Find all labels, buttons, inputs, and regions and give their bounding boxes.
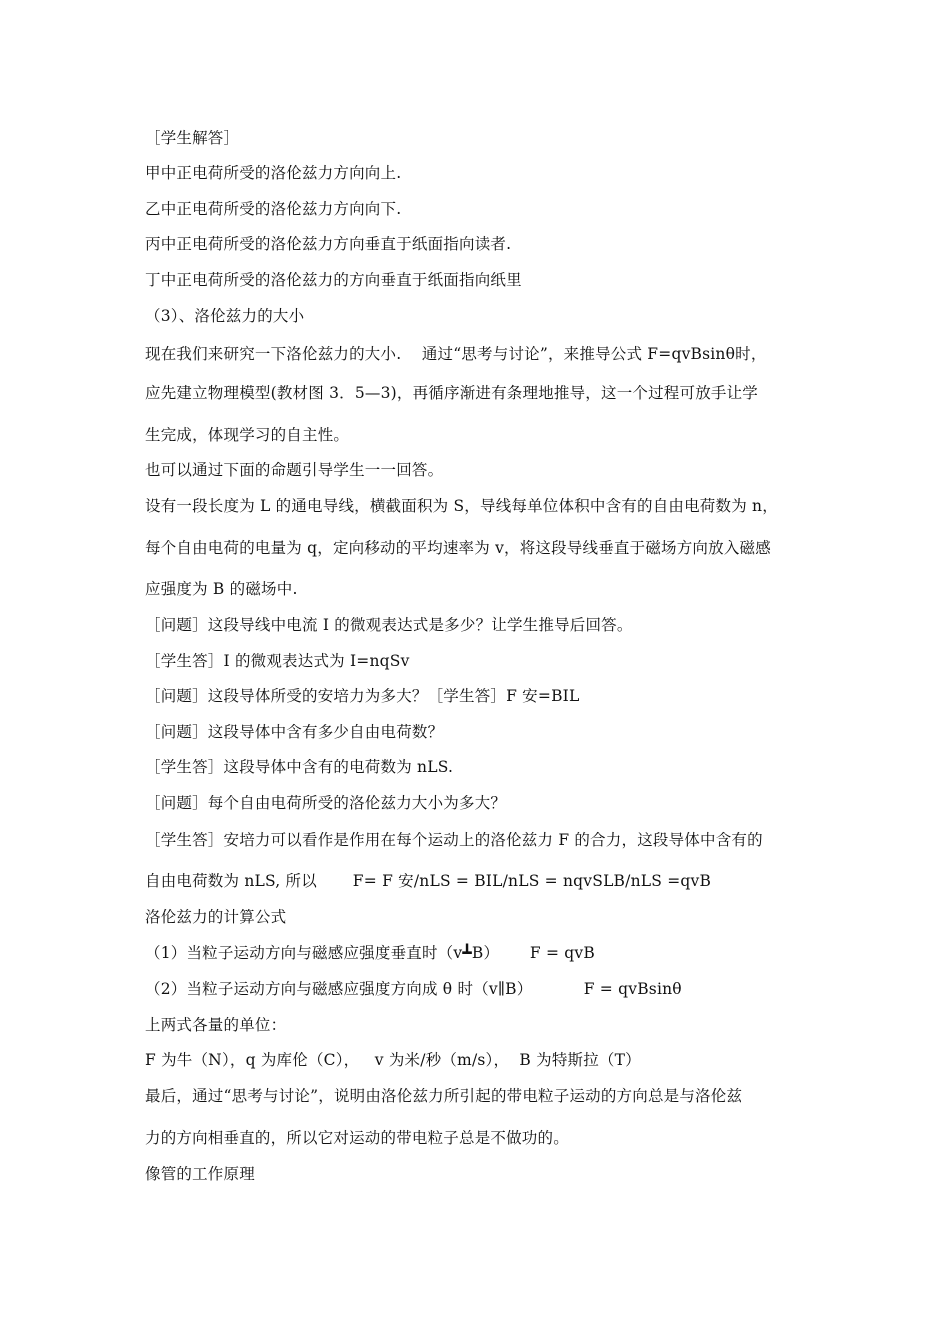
answer-line: ［学生答］安培力可以看作是作用在每个运动上的洛伦兹力 F 的合力，这段导体中含有的 xyxy=(145,831,763,849)
text-line: 每个自由电荷的电量为 q，定向移动的平均速率为 v，将这段导线垂直于磁场方向放入磁感 xyxy=(145,539,771,557)
text-line: 丙中正电荷所受的洛伦兹力方向垂直于纸面指向读者. xyxy=(145,235,512,253)
text-line: 乙中正电荷所受的洛伦兹力方向向下. xyxy=(145,200,402,218)
question-line: ［问题］这段导体所受的安培力为多大？［学生答］F 安=BIL xyxy=(145,687,580,705)
section-heading: 像管的工作原理 xyxy=(145,1165,255,1183)
text-line: 丁中正电荷所受的洛伦兹力的方向垂直于纸面指向纸里 xyxy=(145,271,522,289)
text-line: 设有一段长度为 L 的通电导线，横截面积为 S，导线每单位体积中含有的自由电荷数为 n， xyxy=(145,497,778,515)
text-line: 现在我们来研究一下洛伦兹力的大小. 通过“思考与讨论”，来推导公式 F=qvBsinθ时， xyxy=(145,345,767,363)
units-line: F 为牛（N），q 为库伦（C）， v 为米/秒（m/s）， B 为特斯拉（T） xyxy=(145,1051,641,1069)
question-line: ［问题］每个自由电荷所受的洛伦兹力大小为多大？ xyxy=(145,794,507,812)
text-line: 也可以通过下面的命题引导学生一一回答。 xyxy=(145,461,444,479)
question-line: ［问题］这段导线中电流 I 的微观表达式是多少？让学生推导后回答。 xyxy=(145,616,633,634)
text-line: 应强度为 B 的磁场中. xyxy=(145,580,298,598)
text-line: 最后，通过“思考与讨论”，说明由洛伦兹力所引起的带电粒子运动的方向总是与洛伦兹 xyxy=(145,1087,743,1105)
formula-line: （2）当粒子运动方向与磁感应强度方向成 θ 时（v∥B） F = qvBsinθ xyxy=(145,980,682,998)
text-line: 上两式各量的单位： xyxy=(145,1016,287,1034)
section-heading: （3）、洛伦兹力的大小 xyxy=(145,307,305,325)
text-line: 力的方向相垂直的，所以它对运动的带电粒子总是不做功的。 xyxy=(145,1129,569,1147)
student-answer-heading: ［学生解答］ xyxy=(145,129,240,147)
formula-line: 自由电荷数为 nLS, 所以 F= F 安/nLS = BIL/nLS = nqvSLB/nLS =qvB xyxy=(145,872,712,890)
formula-line: （1）当粒子运动方向与磁感应强度垂直时（v┻B） F = qvB xyxy=(145,944,595,962)
section-heading: 洛伦兹力的计算公式 xyxy=(145,908,287,926)
text-line: 应先建立物理模型(教材图 3．5—3)，再循序渐进有条理地推导，这一个过程可放手让学 xyxy=(145,384,759,402)
text-line: 生完成，体现学习的自主性。 xyxy=(145,426,350,444)
answer-line: ［学生答］这段导体中含有的电荷数为 nLS. xyxy=(145,758,454,776)
question-line: ［问题］这段导体中含有多少自由电荷数？ xyxy=(145,723,444,741)
text-line: 甲中正电荷所受的洛伦兹力方向向上. xyxy=(145,164,402,182)
answer-line: ［学生答］I 的微观表达式为 I=nqSv xyxy=(145,652,410,670)
